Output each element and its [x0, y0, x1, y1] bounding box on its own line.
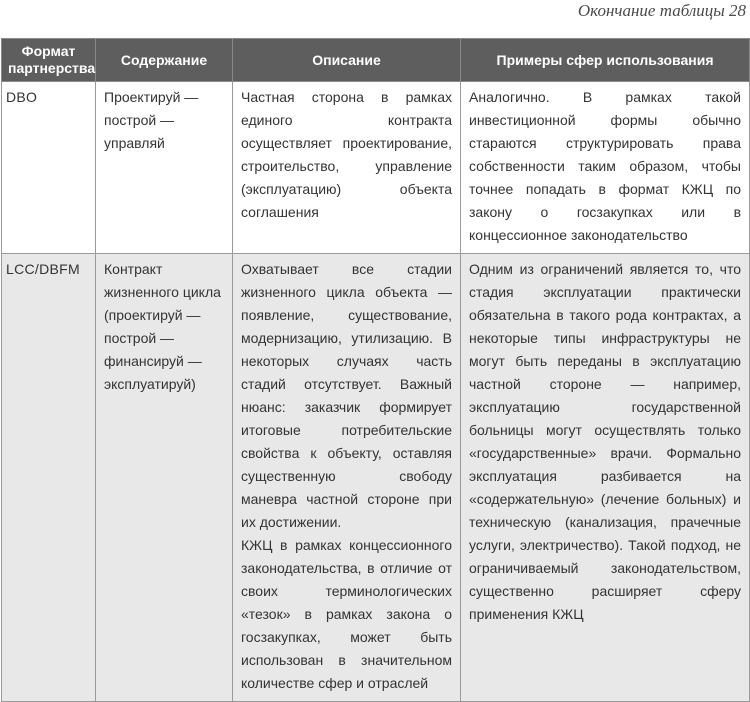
cell-description-text: Охватывает все стадии жизненного цикла объекта — появление, существование, модернизацию, утилизацию. В некоторых случаях часть стадий отсутствует. Важный нюанс: заказчик формирует итоговые потребительские свойства к объекту, оставляя существенную свободу маневра частной стороне при их достижении. — [241, 261, 452, 530]
cell-description-extra: КЖЦ в рамках концессионного законодательства, в отличие от своих терминологических «тезок» в рамках закона о госзакупках, может быть использован в значительном количестве сфер и отраслей — [241, 537, 452, 691]
cell-content: Проектируй — построй — управляй — [96, 82, 233, 254]
header-content: Содержание — [96, 39, 233, 82]
cell-format: LCC/DBFM — [2, 254, 96, 702]
cell-description — [233, 254, 461, 702]
cell-format: DBO — [2, 82, 96, 254]
header-examples: Примеры сфер использования — [461, 39, 750, 82]
partnership-formats-table — [1, 38, 750, 702]
cell-examples: Одним из ограничений является то, что стадия эксплуатации практически обязательна в такого рода контрактах, а некоторые типы инфраструктуры не могут быть переданы в эксплуатацию частной стороне — например, эксплуатацию государственной больницы могут осуществлять только «государственные» врачи. Формально эксплуатация разбивается на «содержательную» (лечение больных) и техническую (канализация, прачечные услуги, электричество). Такой подход, не ограничиваемый законодательством, существенно расширяет сферу применения КЖЦ — [461, 254, 750, 702]
table-row — [2, 254, 750, 702]
cell-content: Контракт жизненного цикла (проектируй — построй — финансируй — эксплуатируй) — [96, 254, 233, 702]
table-row — [2, 82, 750, 254]
cell-examples: Аналогично. В рамках такой инвестиционной формы обычно стараются структурировать права собственности таким образом, чтобы точнее попадать в формат КЖЦ по закону о госзакупках или в концессионное законодательство — [461, 82, 750, 254]
table-header-row — [2, 39, 750, 82]
cell-description — [233, 82, 461, 254]
header-format: Формат партнерства — [2, 39, 96, 82]
table-caption: Окончание таблицы 28 — [577, 1, 746, 20]
cell-description-text: Частная сторона в рамках единого контракта осуществляет проектирование, строительство, управление (эксплуатацию) объекта соглашения — [241, 89, 452, 220]
header-description: Описание — [233, 39, 461, 82]
